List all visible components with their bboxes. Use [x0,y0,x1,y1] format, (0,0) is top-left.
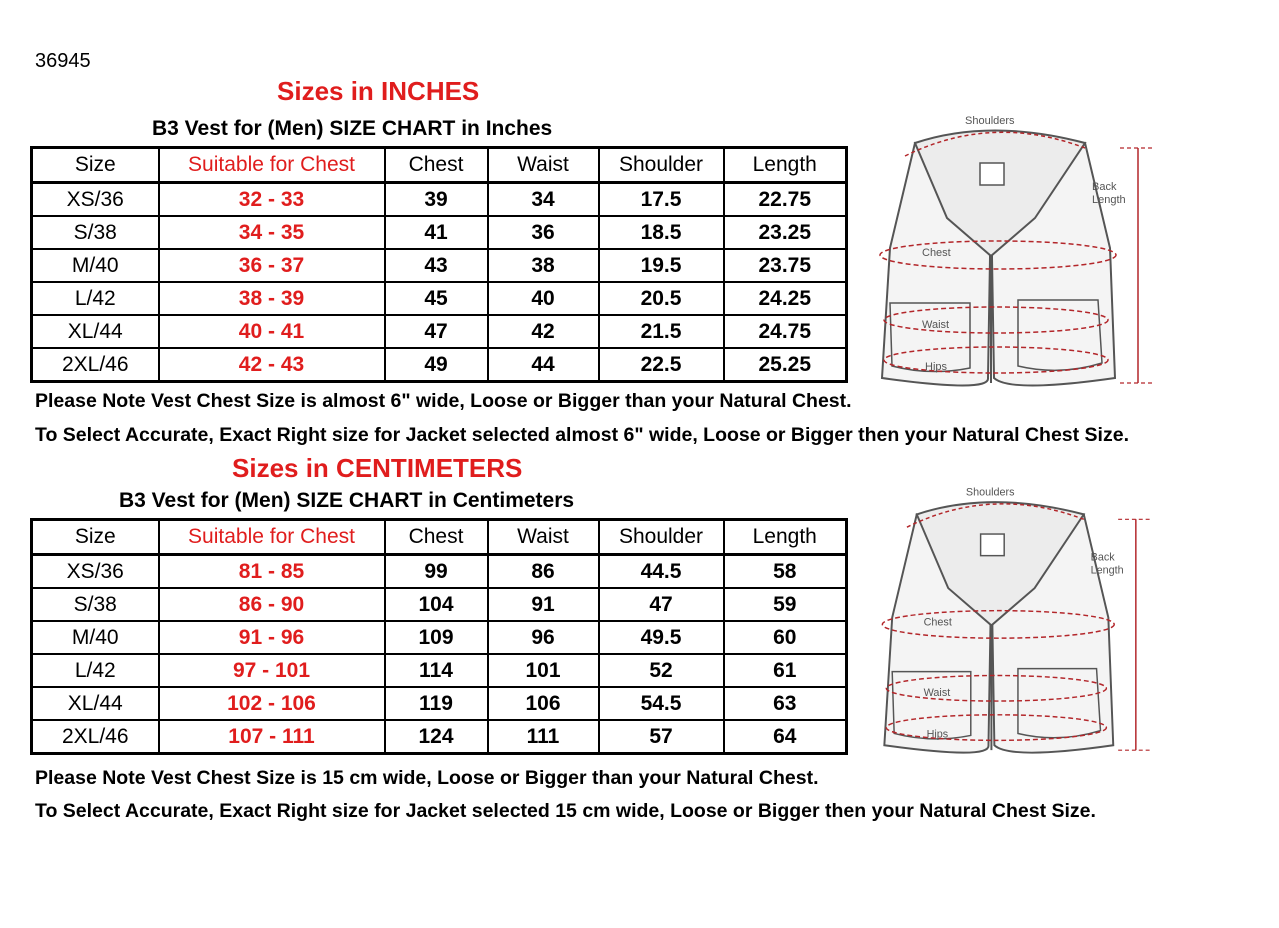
cm-header-row [32,520,847,555]
inches-cell-chest: 49 [385,348,488,382]
inches-cell-chest: 47 [385,315,488,348]
inches-header-length: Length [724,148,847,183]
table-row [32,720,847,754]
cm-cell-shoulder: 57 [599,720,724,754]
table-row [32,216,847,249]
cm-cell-suitable-for-chest: 86 - 90 [159,588,385,621]
cm-cell-suitable-for-chest: 102 - 106 [159,687,385,720]
cm-cell-chest: 114 [385,654,488,687]
inches-chest-label: Chest [922,247,951,259]
cm-header-size: Size [32,520,159,555]
cm-cell-suitable-for-chest: 91 - 96 [159,621,385,654]
cm-cell-waist: 106 [488,687,599,720]
cm-cell-suitable-for-chest: 107 - 111 [159,720,385,754]
cm-heading: Sizes in CENTIMETERS [232,453,523,483]
cm-note-2: To Select Accurate, Exact Right size for Jacket selected 15 cm wide, Loose or Bigger then your Natural Chest Size. [35,800,1096,822]
cm-cell-waist: 111 [488,720,599,754]
inches-cell-shoulder: 18.5 [599,216,724,249]
inches-cell-waist: 40 [488,282,599,315]
inches-cell-suitable-for-chest: 34 - 35 [159,216,385,249]
cm-cell-waist: 96 [488,621,599,654]
table-row [32,282,847,315]
cm-cell-length: 59 [724,588,847,621]
cm-cell-size: L/42 [32,654,159,687]
cm-chest-label: Chest [923,616,952,629]
cm-length-label: Length [1090,564,1124,577]
cm-cell-chest: 119 [385,687,488,720]
inches-cell-size: M/40 [32,249,159,282]
inches-cell-shoulder: 21.5 [599,315,724,348]
inches-shoulders-label: Shoulders [965,115,1015,127]
cm-vest-label [981,534,1005,556]
inches-vest-label [980,163,1004,185]
inches-cell-size: L/42 [32,282,159,315]
cm-note-1: Please Note Vest Chest Size is 15 cm wide, Loose or Bigger than your Natural Chest. [35,767,819,789]
table-row [32,621,847,654]
cm-cell-size: XS/36 [32,555,159,589]
cm-cell-waist: 91 [488,588,599,621]
vest-measurement-diagram-cm [870,480,1160,760]
inches-subtitle: B3 Vest for (Men) SIZE CHART in Inches [152,117,553,140]
inches-cell-shoulder: 22.5 [599,348,724,382]
cm-cell-shoulder: 52 [599,654,724,687]
table-row [32,654,847,687]
inches-cell-waist: 36 [488,216,599,249]
cm-cell-shoulder: 47 [599,588,724,621]
inches-cell-chest: 45 [385,282,488,315]
inches-cell-length: 24.75 [724,315,847,348]
vest-measurement-diagram-inches [870,108,1160,393]
cm-cell-shoulder: 54.5 [599,687,724,720]
inches-cell-waist: 38 [488,249,599,282]
inches-cell-size: XL/44 [32,315,159,348]
cm-shoulders-label: Shoulders [965,486,1015,499]
cm-cell-shoulder: 44.5 [599,555,724,589]
inches-cell-chest: 41 [385,216,488,249]
cm-size-table [30,518,848,755]
cm-cell-length: 61 [724,654,847,687]
inches-cell-size: 2XL/46 [32,348,159,382]
inches-length-label: Length [1092,194,1126,206]
table-row [32,687,847,720]
table-row [32,555,847,589]
inches-hips-label: Hips [925,361,948,373]
inches-cell-length: 22.75 [724,183,847,217]
inches-waist-label: Waist [922,319,950,331]
inches-cell-length: 24.25 [724,282,847,315]
inches-cell-size: XS/36 [32,183,159,217]
table-row [32,249,847,282]
cm-header-length: Length [724,520,847,555]
cm-subtitle: B3 Vest for (Men) SIZE CHART in Centimeters [119,489,575,512]
inches-cell-shoulder: 17.5 [599,183,724,217]
cm-cell-length: 60 [724,621,847,654]
cm-cell-waist: 86 [488,555,599,589]
inches-cell-waist: 42 [488,315,599,348]
cm-back-label: Back [1090,551,1115,564]
inches-cell-suitable-for-chest: 42 - 43 [159,348,385,382]
cm-cell-length: 58 [724,555,847,589]
inches-cell-chest: 43 [385,249,488,282]
inches-cell-suitable-for-chest: 36 - 37 [159,249,385,282]
inches-cell-waist: 34 [488,183,599,217]
cm-cell-size: 2XL/46 [32,720,159,754]
inches-header-row [32,148,847,183]
cm-cell-waist: 101 [488,654,599,687]
cm-header-chest: Chest [385,520,488,555]
cm-header-shoulder: Shoulder [599,520,724,555]
cm-waist-label: Waist [923,687,951,700]
inches-header-suitable-for-chest: Suitable for Chest [159,148,385,183]
inches-cell-length: 23.75 [724,249,847,282]
table-row [32,315,847,348]
cm-cell-chest: 104 [385,588,488,621]
cm-cell-chest: 109 [385,621,488,654]
cm-header-suitable-for-chest: Suitable for Chest [159,520,385,555]
inches-cell-suitable-for-chest: 38 - 39 [159,282,385,315]
cm-cell-length: 63 [724,687,847,720]
cm-cell-shoulder: 49.5 [599,621,724,654]
cm-cell-chest: 99 [385,555,488,589]
table-row [32,348,847,382]
inches-cell-chest: 39 [385,183,488,217]
cm-cell-size: XL/44 [32,687,159,720]
inches-cell-suitable-for-chest: 40 - 41 [159,315,385,348]
inches-cell-shoulder: 19.5 [599,249,724,282]
inches-heading: Sizes in INCHES [277,76,480,106]
cm-cell-suitable-for-chest: 81 - 85 [159,555,385,589]
inches-cell-suitable-for-chest: 32 - 33 [159,183,385,217]
inches-header-chest: Chest [385,148,488,183]
inches-cell-length: 23.25 [724,216,847,249]
cm-cell-chest: 124 [385,720,488,754]
table-row [32,588,847,621]
cm-header-waist: Waist [488,520,599,555]
cm-cell-suitable-for-chest: 97 - 101 [159,654,385,687]
cm-cell-size: M/40 [32,621,159,654]
product-code: 36945 [35,50,91,72]
inches-size-table [30,146,848,383]
inches-cell-length: 25.25 [724,348,847,382]
inches-cell-shoulder: 20.5 [599,282,724,315]
cm-cell-length: 64 [724,720,847,754]
inches-note-1: Please Note Vest Chest Size is almost 6" wide, Loose or Bigger than your Natural Chest. [35,390,852,412]
inches-header-waist: Waist [488,148,599,183]
inches-back-label: Back [1092,181,1117,193]
cm-hips-label: Hips [926,728,949,741]
inches-cell-waist: 44 [488,348,599,382]
inches-note-2: To Select Accurate, Exact Right size for Jacket selected almost 6" wide, Loose or Bigger then your Natural Chest Size. [35,424,1129,446]
inches-header-shoulder: Shoulder [599,148,724,183]
inches-header-size: Size [32,148,159,183]
cm-cell-size: S/38 [32,588,159,621]
table-row [32,183,847,217]
inches-cell-size: S/38 [32,216,159,249]
